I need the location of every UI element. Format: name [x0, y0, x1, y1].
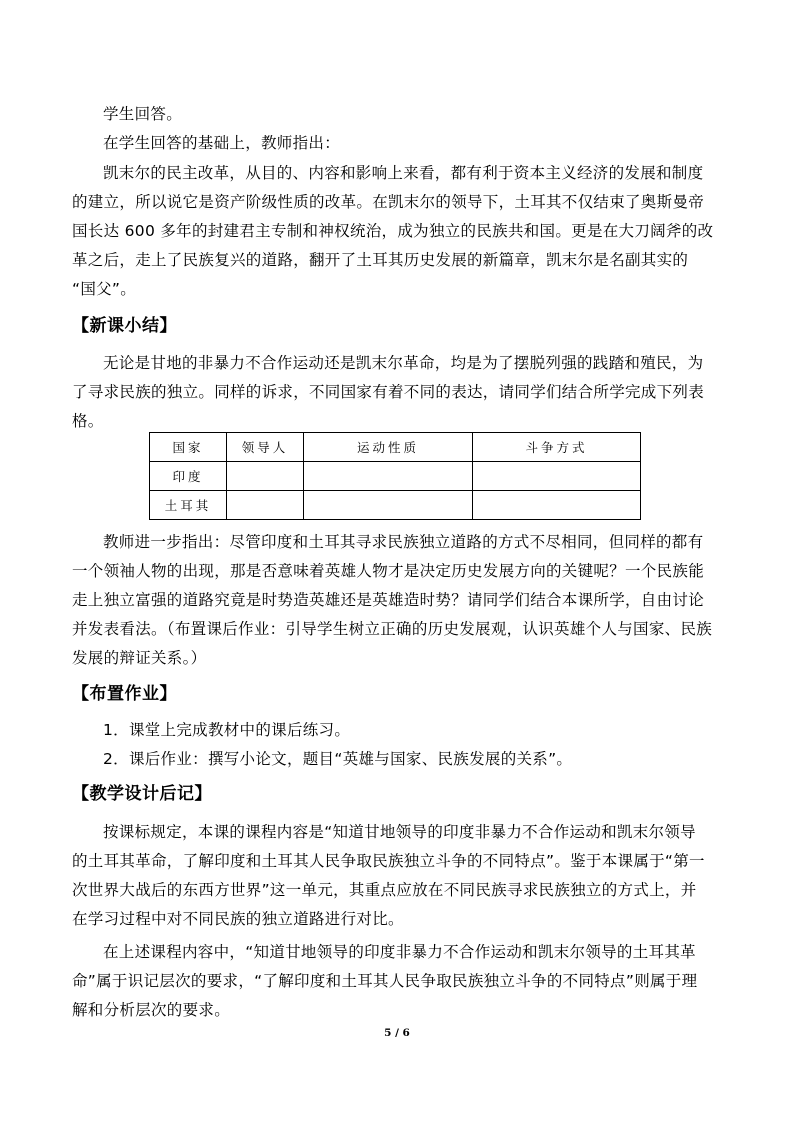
- text-line: 革之后，走上了民族复兴的道路，翻开了土耳其历史发展的新篇章，凯末尔是名副其实的: [72, 251, 689, 269]
- text-line: 了寻求民族的独立。同样的诉求，不同国家有着不同的表达，请同学们结合所学完成下列表: [72, 383, 705, 401]
- table-cell: [304, 491, 473, 520]
- comparison-table: [149, 432, 641, 520]
- text-line: “国父”。: [72, 280, 137, 298]
- table-row: [150, 462, 641, 491]
- text-line: 在上述课程内容中，“知道甘地领导的印度非暴力不合作运动和凯末尔领导的土耳其革: [103, 943, 696, 961]
- text-line: 命”属于识记层次的要求，“了解印度和土耳其人民争取民族独立斗争的不同特点”则属于理: [72, 972, 698, 990]
- paragraph-kemal-reform: [72, 159, 722, 304]
- table-header-cell: 国家: [150, 433, 227, 462]
- paragraph-summary: [72, 349, 722, 436]
- paragraph-curriculum: [72, 818, 722, 934]
- heading-summary: 【新课小结】: [72, 316, 177, 336]
- text-line: 1．课堂上完成教材中的课后练习。: [103, 721, 351, 739]
- table-header-cell: 领导人: [227, 433, 304, 462]
- table-header-cell: 斗争方式: [473, 433, 641, 462]
- table-cell: [473, 462, 641, 491]
- table-cell: [227, 491, 304, 520]
- text-line: 发展的辩证关系。）: [72, 649, 207, 667]
- table-cell: 土耳其: [150, 491, 227, 520]
- text-line: 解和分析层次的要求。: [72, 1001, 231, 1019]
- table-cell: 印度: [150, 462, 227, 491]
- page-number: 5 / 6: [384, 1027, 410, 1039]
- text-line: 教师进一步指出：尽管印度和土耳其寻求民族独立道路的方式不尽相同，但同样的都有: [103, 533, 704, 551]
- text-line: 国长达 600 多年的封建君主专制和神权统治，成为独立的民族共和国。更是在大刀阔斧的改: [72, 222, 714, 240]
- paragraph-teacher-points: [72, 129, 753, 158]
- table-row: [150, 491, 641, 520]
- text-line: 次世界大战后的东西方世界”这一单元，其重点应放在不同民族寻求民族独立的方式上，并: [72, 881, 697, 899]
- heading-postscript: 【教学设计后记】: [72, 784, 212, 804]
- homework-item-2: [72, 745, 753, 774]
- table-cell: [473, 491, 641, 520]
- text-line: 在学习过程中对不同民族的独立道路进行对比。: [72, 910, 404, 928]
- text-line: 学生回答。: [103, 105, 183, 123]
- text-line: 格。: [72, 412, 104, 430]
- text-line: 2．课后作业：撰写小论文，题目“英雄与国家、民族发展的关系”。: [103, 750, 573, 768]
- table-cell: [304, 462, 473, 491]
- text-line: 按课标规定，本课的课程内容是“知道甘地领导的印度非暴力不合作运动和凯末尔领导: [103, 823, 696, 841]
- text-line: 一个领袖人物的出现，那是否意味着英雄人物才是决定历史发展方向的关键呢？一个民族能: [72, 562, 705, 580]
- paragraph-requirements: [72, 938, 722, 1025]
- text-line: 无论是甘地的非暴力不合作运动还是凯末尔革命，均是为了摆脱列强的践踏和殖民，为: [103, 354, 704, 372]
- text-line: 并发表看法。（布置课后作业：引导学生树立正确的历史发展观，认识英雄个人与国家、民族: [72, 620, 713, 638]
- heading-homework: 【布置作业】: [72, 684, 177, 704]
- text-line: 的土耳其革命，了解印度和土耳其人民争取民族独立斗争的不同特点”。鉴于本课属于“第一: [72, 852, 705, 870]
- text-line: 走上独立富强的道路究竟是时势造英雄还是英雄造时势？请同学们结合本课所学，自由讨论: [72, 591, 705, 609]
- paragraph-teacher-further: [72, 528, 722, 673]
- text-line: 凯末尔的民主改革，从目的、内容和影响上来看，都有利于资本主义经济的发展和制度: [103, 164, 704, 182]
- text-line: 在学生回答的基础上，教师指出：: [103, 134, 341, 152]
- homework-item-1: [72, 716, 753, 745]
- table-header-row: [150, 433, 641, 462]
- table-header-cell: 运动性质: [304, 433, 473, 462]
- paragraph-student-answer: [72, 100, 753, 129]
- text-line: 的建立，所以说它是资产阶级性质的改革。在凯末尔的领导下，土耳其不仅结束了奥斯曼帝: [72, 193, 705, 211]
- table-cell: [227, 462, 304, 491]
